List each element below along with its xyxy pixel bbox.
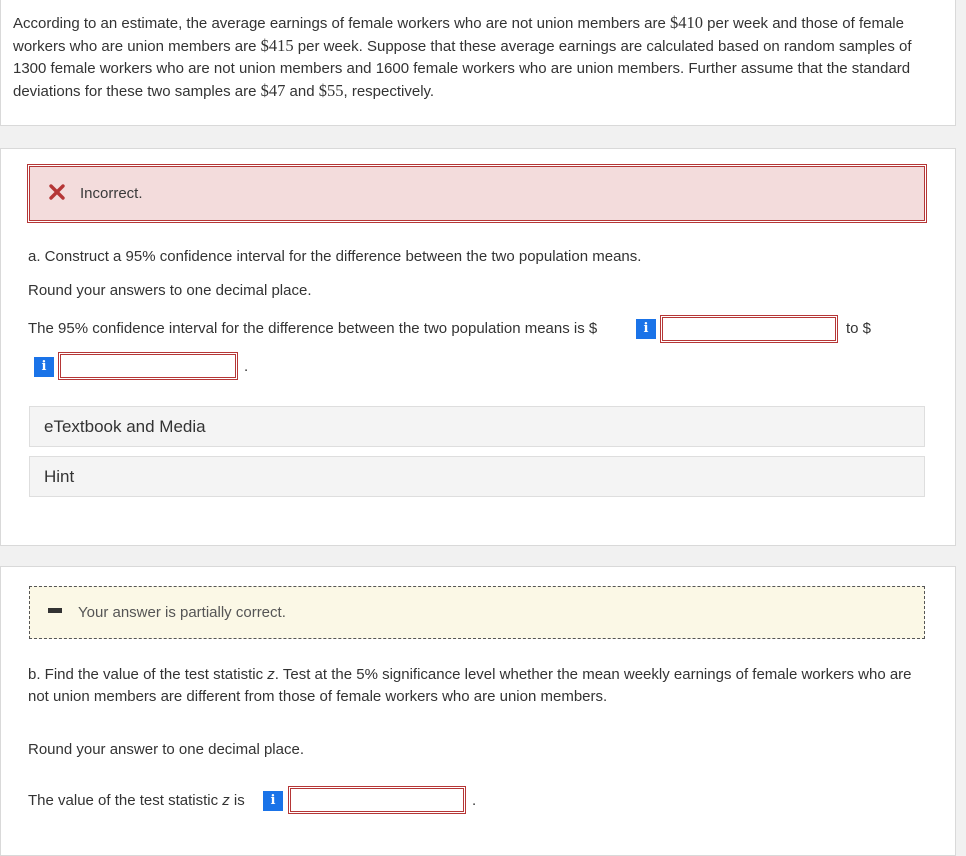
x-icon xyxy=(48,183,66,201)
hint-toggle[interactable]: Hint xyxy=(29,456,925,497)
part-b-prompt: The value of the test statistic z is xyxy=(28,792,245,809)
ci-lower-input[interactable] xyxy=(662,317,836,341)
period: . xyxy=(472,792,477,809)
part-a-question: a. Construct a 95% confidence interval for the difference between the two population means. xyxy=(28,248,642,265)
to-label: to $ xyxy=(846,320,872,337)
period: . xyxy=(244,358,249,375)
ci-upper-input[interactable] xyxy=(60,354,236,378)
incorrect-banner xyxy=(29,166,925,221)
part-b-instruction: Round your answer to one decimal place. xyxy=(28,741,304,758)
value-nonunion-mean: $410 xyxy=(670,13,704,32)
value-union-sd: $55 xyxy=(318,81,344,100)
partial-status-text: Your answer is partially correct. xyxy=(78,604,286,621)
info-icon[interactable]: i xyxy=(34,357,54,377)
part-a-prompt: The 95% confidence interval for the difference between the two population means is $ xyxy=(28,320,598,337)
part-a-instruction: Round your answers to one decimal place. xyxy=(28,282,312,299)
dash-icon xyxy=(48,608,62,613)
value-nonunion-sd: $47 xyxy=(260,81,286,100)
info-icon[interactable]: i xyxy=(263,791,283,811)
part-b-question: b. Find the value of the test statistic z. Test at the 5% significance level whether the mean weekly earnings of female workers who are not union members are different from those of female workers who are union members. xyxy=(28,666,912,705)
incorrect-status-text: Incorrect. xyxy=(80,185,143,202)
problem-statement: According to an estimate, the average earnings of female workers who are not union members are $410 per week and those of female workers who are union members are $415 per week. Suppose that these average earnings are calculated based on random samples of 1300 female workers who are not union members and 1600 female workers who are union members. Further assume that the standard deviations for these two samples are $47 and $55, respectively. xyxy=(13,13,912,100)
z-statistic-input[interactable] xyxy=(290,788,464,812)
etextbook-media-toggle[interactable]: eTextbook and Media xyxy=(29,406,925,447)
partial-correct-banner xyxy=(29,586,925,639)
info-icon[interactable]: i xyxy=(636,319,656,339)
value-union-mean: $415 xyxy=(260,36,294,55)
